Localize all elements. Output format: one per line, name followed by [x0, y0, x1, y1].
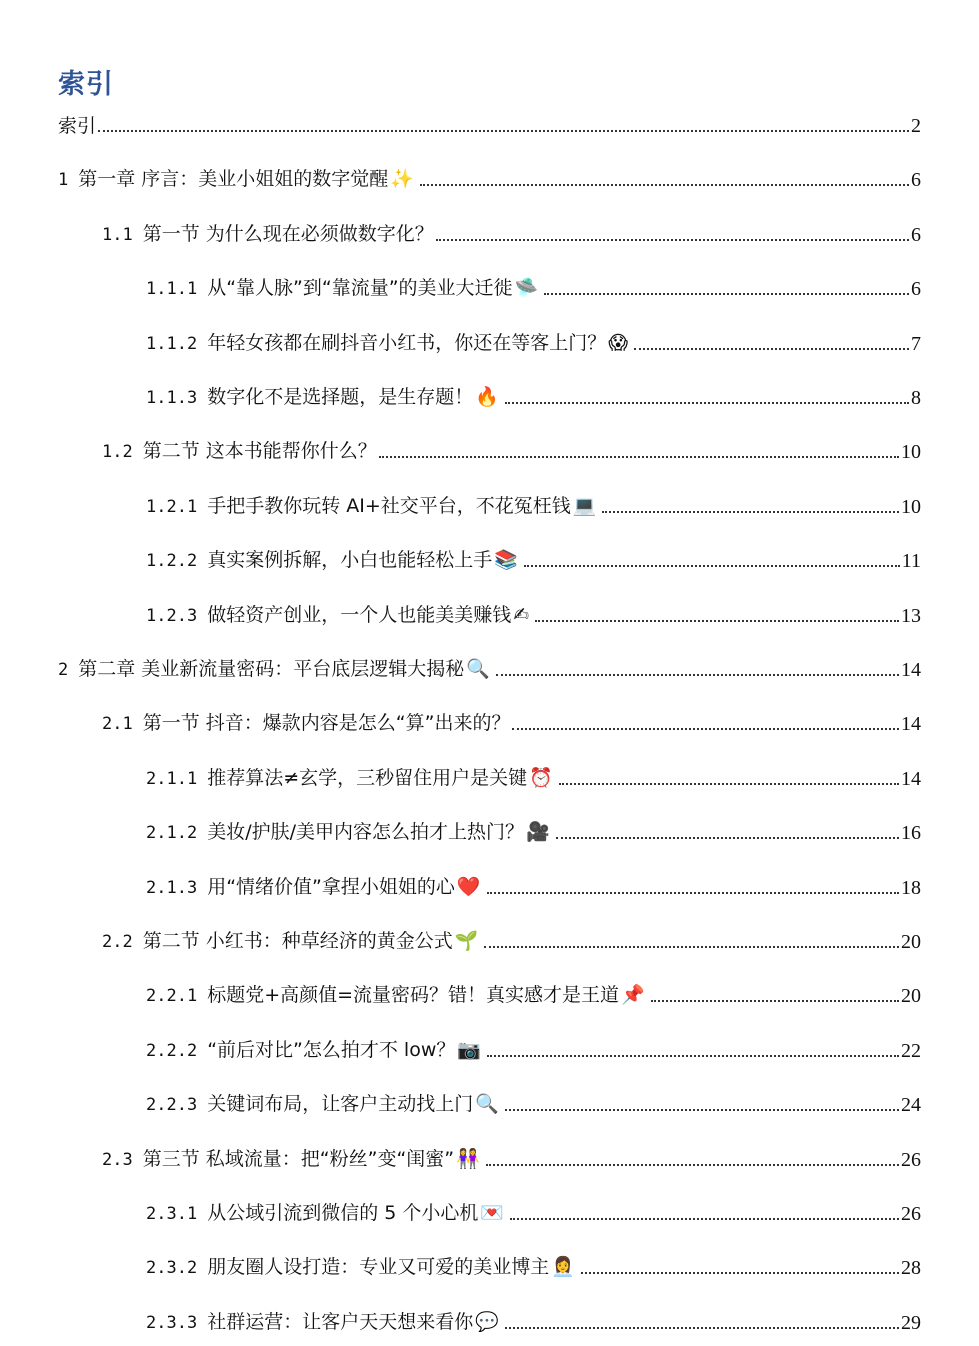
toc-entry-title — [146, 276, 542, 301]
toc-entry[interactable] — [146, 271, 921, 301]
toc-entry[interactable] — [102, 924, 921, 954]
toc-entry-title — [102, 1147, 484, 1172]
toc-page-number: 14 — [901, 767, 921, 790]
toc-entry-title — [102, 222, 434, 247]
toc-entry-title — [146, 1201, 508, 1226]
toc-dot-leader — [510, 1217, 899, 1220]
toc-page-number: 2 — [911, 115, 921, 137]
toc-dot-leader — [486, 1163, 899, 1166]
toc-entry-title — [146, 983, 649, 1008]
toc-entry[interactable] — [102, 706, 921, 736]
toc-dot-leader — [651, 999, 899, 1002]
toc-page-number: 28 — [901, 1257, 921, 1280]
toc-entry-title — [146, 548, 522, 573]
toc-entry-label: 第三节 私域流量：把“粉丝”变“闺蜜” — [142, 1147, 455, 1170]
toc-entry-title — [102, 711, 510, 736]
toc-entry-title — [146, 1255, 579, 1280]
toc-page-number: 10 — [901, 441, 921, 464]
toc-entry[interactable] — [146, 598, 921, 628]
toc-entry-number: 2.3 — [102, 1149, 133, 1170]
toc-entry-number: 1.1.1 — [146, 279, 198, 300]
toc-page-number: 14 — [901, 713, 921, 736]
toc-entry-label: 手把手教你玩转 AI+社交平台，不花冤枉钱 — [207, 494, 571, 517]
toc-dot-leader — [512, 727, 899, 730]
toc-page-number: 18 — [901, 876, 921, 899]
toc-entry-label: 真实案例拆解，小白也能轻松上手 — [207, 549, 493, 572]
flying-saucer-icon: 🛸 — [514, 277, 539, 300]
toc-entry[interactable] — [146, 815, 921, 845]
fire-icon: 🔥 — [475, 386, 499, 408]
toc-entry[interactable] — [146, 1033, 921, 1063]
toc-entry-title — [146, 1092, 503, 1117]
toc-entry-number: 1.2 — [102, 442, 133, 463]
toc-page-number: 26 — [901, 1203, 921, 1225]
toc-entry-label: 年轻女孩都在刷抖音小红书，你还在等客上门？ — [207, 331, 607, 354]
toc-entry-number: 2 — [58, 660, 69, 680]
toc-entry-label: 关键词布局，让客户主动找上门 — [207, 1093, 474, 1116]
toc-entry[interactable] — [102, 1142, 921, 1172]
toc-entry[interactable] — [146, 1087, 921, 1117]
seedling-icon: 🌱 — [454, 930, 479, 952]
toc-dot-leader — [556, 836, 899, 839]
toc-entry-title — [58, 657, 494, 682]
love-letter-icon: 💌 — [480, 1202, 505, 1224]
toc-entry-title — [146, 766, 557, 791]
toc-entry-label: 第二节 小红书：种草经济的黄金公式 — [142, 930, 453, 952]
toc-entry-title — [146, 820, 554, 845]
toc-entry[interactable] — [146, 326, 921, 356]
toc-entry[interactable] — [146, 1250, 921, 1280]
toc-dot-leader — [505, 1108, 899, 1111]
toc-dot-leader — [487, 891, 899, 894]
toc-dot-leader — [379, 455, 899, 458]
toc-entry[interactable] — [146, 489, 921, 519]
toc-dot-leader — [98, 129, 909, 132]
books-icon: 📚 — [494, 549, 518, 572]
toc-entry-label: 第二节 这本书能帮你什么？ — [142, 440, 377, 463]
speech-bubble-icon: 💬 — [475, 1310, 499, 1333]
toc-entry[interactable] — [146, 543, 921, 573]
toc-entry-label: 第二章 美业新流量密码：平台底层逻辑大揭秘 — [78, 658, 465, 680]
toc-page-number: 24 — [901, 1094, 921, 1117]
toc-entry-number: 2.2.2 — [146, 1040, 198, 1061]
toc-entry-number: 2.1.1 — [146, 768, 198, 789]
toc-entry[interactable] — [58, 162, 921, 192]
toc-page-number: 7 — [911, 332, 921, 355]
toc-dot-leader — [484, 945, 899, 948]
toc-page-number: 10 — [901, 495, 921, 518]
toc-entry-label: “前后对比”怎么拍才不 low？ — [207, 1038, 456, 1061]
toc-entry[interactable] — [146, 870, 921, 900]
toc-dot-leader — [505, 401, 909, 404]
sparkles-icon: ✨ — [390, 168, 414, 191]
toc-entry-title — [146, 385, 503, 410]
toc-entry-number: 1.2.2 — [146, 551, 198, 572]
toc-entry-label: 第一节 抖音：爆款内容是怎么“算”出来的？ — [142, 712, 511, 735]
toc-dot-leader — [634, 347, 909, 350]
laptop-icon: 💻 — [572, 494, 597, 517]
writing-hand-icon: ✍ — [513, 603, 530, 626]
movie-camera-icon: 🎥 — [526, 821, 550, 844]
toc-entry-number: 2.2.1 — [146, 986, 198, 1007]
toc-page-number: 20 — [901, 931, 921, 953]
toc-page-number: 6 — [911, 278, 921, 301]
toc-entry-title — [146, 875, 485, 900]
toc-entry-label: 美妆/护肤/美甲内容怎么拍才上热门？ — [207, 821, 524, 844]
toc-dot-leader — [581, 1271, 899, 1274]
toc-entry-label: 索引 — [58, 115, 97, 137]
toc-entry-label: 社群运营：让客户天天想来看你 — [207, 1310, 474, 1333]
toc-entry-label: 朋友圈人设打造：专业又可爱的美业博主 — [207, 1256, 550, 1279]
toc-entry-number: 2.3.2 — [146, 1258, 198, 1279]
toc-dot-leader — [496, 673, 899, 676]
toc-page-number: 13 — [901, 604, 921, 627]
toc-entry-label: 从“靠人脉”到“靠流量”的美业大迁徙 — [207, 277, 513, 300]
toc-page-number: 16 — [901, 822, 921, 845]
toc-dot-leader — [487, 1054, 899, 1057]
alarm-clock-icon: ⏰ — [529, 766, 553, 789]
toc-dot-leader — [535, 619, 899, 622]
toc-entry-number: 1.1.2 — [146, 333, 198, 354]
toc-entry-number: 1.1 — [102, 224, 133, 245]
toc-entry-label: 第一节 为什么现在必须做数字化？ — [142, 222, 434, 245]
toc-dot-leader — [436, 238, 909, 241]
toc-page-number: 6 — [911, 169, 921, 192]
toc-entry-label: 标题党+高颜值=流量密码？错！真实感才是王道 — [207, 984, 620, 1007]
toc-entry-number: 1.2.3 — [146, 605, 198, 626]
toc-dot-leader — [602, 510, 899, 513]
toc-entry-title — [146, 1310, 503, 1335]
toc-heading: 索引 — [58, 69, 114, 100]
toc-entry-number: 1.2.1 — [146, 496, 198, 517]
toc-entry-label: 做轻资产创业，一个人也能美美赚钱 — [207, 603, 512, 626]
toc-entry[interactable] — [146, 1305, 921, 1335]
toc-entry-title — [146, 1038, 485, 1063]
toc-entry[interactable] — [146, 761, 921, 791]
magnifier-icon: 🔍 — [466, 658, 490, 680]
toc-dot-leader — [544, 292, 909, 295]
toc-entry-number: 2.3.1 — [146, 1204, 198, 1224]
toc-entry-number: 2.1.2 — [146, 823, 198, 844]
camera-icon: 📷 — [457, 1038, 482, 1061]
toc-page-number: 26 — [901, 1148, 921, 1171]
toc-entry-title — [58, 167, 418, 192]
toc-entry-number: 2.3.3 — [146, 1312, 198, 1333]
screaming-face-icon: 😱 — [608, 331, 629, 354]
toc-entry-title — [102, 439, 377, 464]
toc-entry[interactable] — [58, 652, 921, 682]
pushpin-icon: 📌 — [621, 984, 645, 1007]
toc-entry[interactable] — [102, 217, 921, 247]
toc-entry-label: 推荐算法≠玄学，三秒留住用户是关键 — [207, 766, 528, 789]
magnifier-icon: 🔍 — [475, 1093, 499, 1116]
toc-entry-number: 2.1.3 — [146, 877, 198, 898]
woman-blogger-icon: 👩‍💼 — [551, 1256, 575, 1279]
toc-dot-leader — [505, 1326, 899, 1329]
toc-page-number: 29 — [901, 1311, 921, 1334]
toc-entry-number: 2.2 — [102, 932, 133, 952]
toc-page-number: 6 — [911, 223, 921, 246]
toc-entry[interactable] — [146, 1196, 921, 1226]
toc-entry-title — [146, 331, 632, 356]
toc-entry-title — [146, 603, 533, 628]
toc-dot-leader — [420, 183, 909, 186]
toc-dot-leader — [559, 782, 899, 785]
toc-entry-number: 2.1 — [102, 714, 133, 735]
toc-entry-title — [102, 929, 482, 954]
toc-entry[interactable] — [102, 434, 921, 464]
toc-entry-title — [58, 114, 96, 138]
heart-icon: ❤️ — [456, 875, 481, 898]
toc-entry-number: 2.2.3 — [146, 1095, 198, 1116]
two-women-icon: 👭 — [456, 1147, 480, 1170]
toc-entry-number: 1 — [58, 170, 69, 191]
toc-page-number: 11 — [901, 550, 921, 573]
toc-page-number: 8 — [911, 387, 921, 409]
toc-entry-label: 用“情绪价值”拿捏小姐姐的心 — [207, 875, 455, 898]
toc-entry-label: 第一章 序言：美业小姐姐的数字觉醒 — [78, 168, 389, 191]
toc-entry-label: 数字化不是选择题，是生存题！ — [207, 386, 474, 408]
toc-page-number: 14 — [901, 659, 921, 681]
toc-entry[interactable] — [58, 108, 921, 138]
toc-entry-number: 1.1.3 — [146, 388, 198, 408]
toc-entry[interactable] — [146, 380, 921, 410]
toc-entry-label: 从公域引流到微信的 5 个小心机 — [207, 1202, 479, 1224]
toc-entry-title — [146, 494, 600, 519]
toc-dot-leader — [524, 564, 900, 567]
toc-page-number: 22 — [901, 1039, 921, 1062]
toc-entry[interactable] — [146, 978, 921, 1008]
toc-page-number: 20 — [901, 985, 921, 1008]
